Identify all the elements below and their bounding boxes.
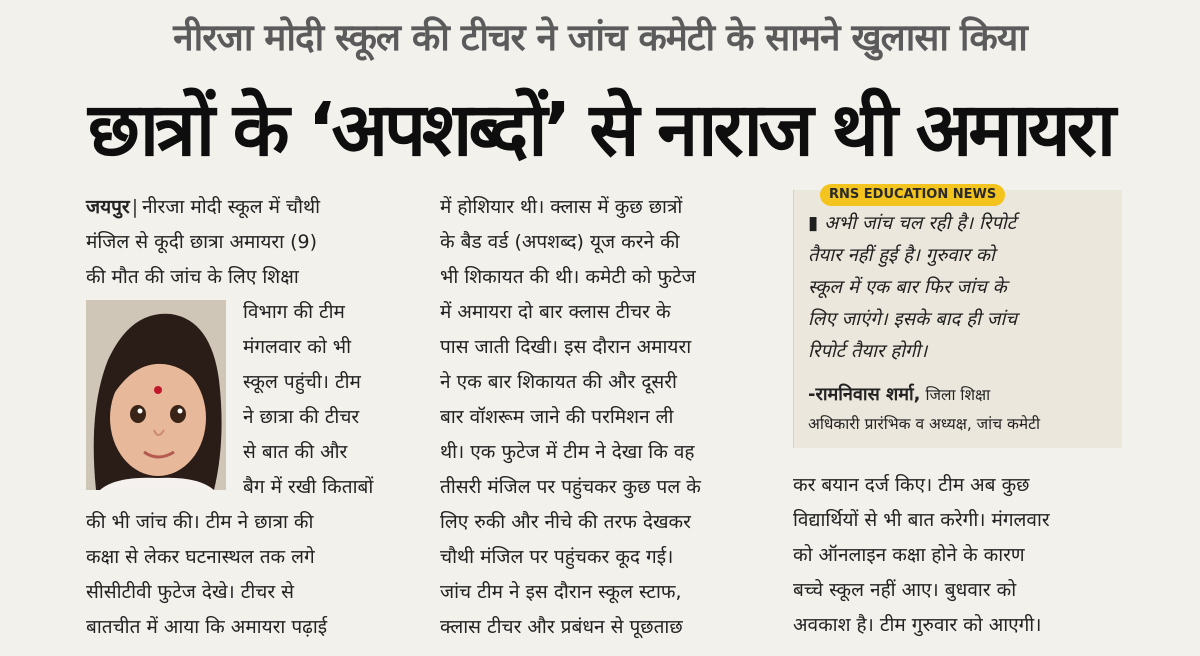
text-line: तीसरी मंजिल पर पहुंचकर कुछ पल के [440, 476, 701, 498]
text-line: थी। एक फुटेज में टीम ने देखा कि वह [440, 441, 695, 463]
text-line [86, 190, 412, 225]
text-line: की भी जांच की। टीम ने छात्रा की [86, 511, 314, 533]
text-line: कर बयान दर्ज किए। टीम अब कुछ [793, 474, 1030, 496]
text-line: मंगलवार को भी [243, 336, 352, 358]
text-line: मंजिल से कूदी छात्रा अमायरा (9) [86, 231, 317, 253]
text-line: स्कूल में एक बार फिर जांच के [808, 277, 1007, 298]
text-line: लिए जाएंगे। इसके बाद ही जांच [808, 309, 1018, 330]
text-line: बार वॉशरूम जाने की परमिशन ली [440, 406, 674, 428]
text-line: रिपोर्ट तैयार होगी। [808, 341, 928, 362]
dateline-divider: | [131, 196, 139, 218]
text-line: क्लास टीचर और प्रबंधन से पूछताछ [440, 616, 683, 638]
speaker-name: -रामनिवास शर्मा, [808, 384, 921, 405]
text-line: बैग में रखी किताबों [243, 476, 374, 498]
text-line: में होशियार थी। क्लास में कुछ छात्रों [440, 196, 683, 218]
column-3 [793, 468, 1119, 643]
text-line: को ऑनलाइन कक्षा होने के कारण [793, 544, 1025, 566]
text-line: स्कूल पहुंची। टीम [243, 371, 361, 393]
column-1-top [86, 190, 412, 295]
text-line: ने एक बार शिकायत की और दूसरी [440, 371, 677, 393]
speaker-role-line: अधिकारी प्रारंभिक व अध्यक्ष, जांच कमेटी [808, 415, 1040, 433]
text-line: बातचीत में आया कि अमायरा पढ़ाई [86, 616, 328, 638]
text-line: कक्षा से लेकर घटनास्थल तक लगे [86, 546, 315, 568]
text-line: सीसीटीवी फुटेज देखे। टीचर से [86, 581, 295, 603]
kicker-headline: नीरजा मोदी स्कूल की टीचर ने जांच कमेटी के सामने खुलासा किया [173, 16, 1027, 59]
text-line: से बात की और [243, 441, 348, 463]
column-1-bottom [86, 505, 412, 645]
text-line: अवकाश है। टीम गुरुवार को आएगी। [793, 614, 1042, 636]
column-1-wrap [243, 295, 412, 505]
dateline: जयपुर [86, 196, 130, 218]
text-line: पास जाती दिखी। इस दौरान अमायरा [440, 336, 692, 358]
text-line: अभी जांच चल रही है। रिपोर्ट [824, 213, 1016, 234]
text-line: विभाग की टीम [243, 301, 345, 323]
attribution-line [808, 380, 1118, 410]
quote-attribution [808, 380, 1118, 439]
text-line: जांच टीम ने इस दौरान स्कूल स्टाफ, [440, 581, 682, 603]
text-line: में अमायरा दो बार क्लास टीचर के [440, 301, 671, 323]
quote-text [808, 208, 1116, 368]
text-line: नीरजा मोदी स्कूल में चौथी [142, 196, 321, 218]
column-2 [440, 190, 766, 645]
text-line [808, 208, 1116, 240]
text-line: तैयार नहीं हुई है। गुरुवार को [808, 245, 995, 266]
text-line: लिए रुकी और नीचे की तरफ देखकर [440, 511, 691, 533]
text-line: की मौत की जांच के लिए शिक्षा [86, 266, 299, 288]
text-line: बच्चे स्कूल नहीं आए। बुधवार को [793, 579, 1017, 601]
main-headline: छात्रों के ‘अपशब्दों’ से नाराज थी अमायरा [87, 87, 1113, 173]
quote-mark-icon: ▮ [808, 213, 819, 234]
speaker-role: जिला शिक्षा [925, 386, 991, 404]
text-line: चौथी मंजिल पर पहुंचकर कूद गई। [440, 546, 674, 568]
source-badge: RNS EDUCATION NEWS [820, 184, 1005, 206]
text-line: ने छात्रा की टीचर [243, 406, 360, 428]
student-photo [86, 300, 226, 490]
text-line: भी शिकायत की थी। कमेटी को फुटेज [440, 266, 696, 288]
text-line: के बैड वर्ड (अपशब्द) यूज करने की [440, 231, 680, 253]
text-line: विद्यार्थियों से भी बात करेगी। मंगलवार [793, 509, 1050, 531]
girl-portrait-illustration [86, 300, 226, 490]
